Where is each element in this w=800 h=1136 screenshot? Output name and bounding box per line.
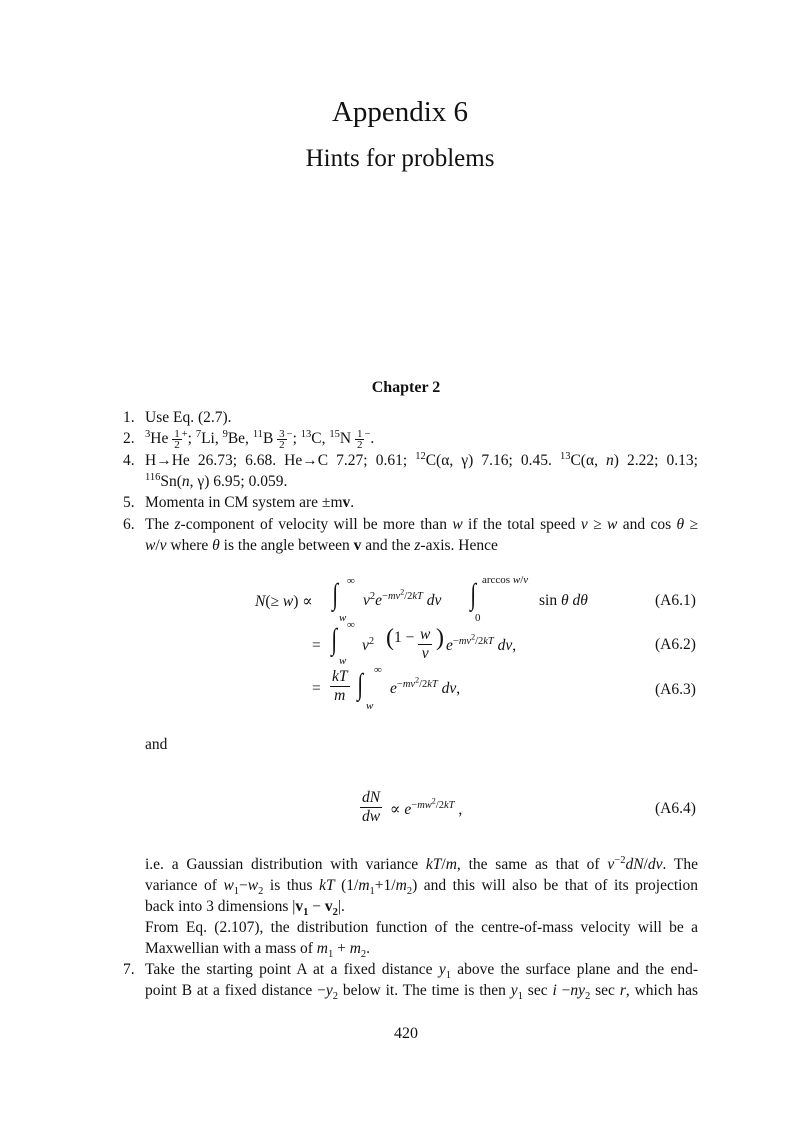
item-text: H→He 26.73; 6.68. He→C 7.27; 0.61; $^{12}$C(α, γ) 7.16; 0.45. $^{13}$C(α, n) 2.22; 0.13; $^{116}$Sn(n, γ) 6.95; 0.059. xyxy=(145,450,698,490)
item-text: $^3$He $\frac{1}{2}$ +; $^7$Li, $^9$Be, $^{11}$B $\frac{3}{2}$ −; $^{13}$C, $^{15}$N $\frac{1}{2}$ −. xyxy=(145,427,375,451)
item-text: The z-component of velocity will be more than w if the total speed v ≥ w and cos θ ≥ w/v where θ is the angle between v and the z-axis. Hence xyxy=(145,516,698,554)
chapter-heading: Chapter 2 xyxy=(371,379,441,396)
appendix-title: Appendix 6 xyxy=(331,96,469,128)
item-number: 2. xyxy=(123,430,135,447)
item-number: 4. xyxy=(123,452,135,469)
equation-number: (A6.2) xyxy=(655,636,696,653)
item-number: 1. xyxy=(123,409,135,426)
item-number: 7. xyxy=(123,961,135,978)
item-number: 6. xyxy=(123,516,135,533)
page-number: 420 xyxy=(394,1025,418,1042)
item-text: Momenta in CM system are ±mv. xyxy=(145,494,355,511)
item-text: Use Eq. (2.7). xyxy=(145,409,232,426)
item-number: 5. xyxy=(123,494,135,511)
item-text: Take the starting point A at a fixed distance $y_1$ above the surface plane and the end- point B at a fixed distance $-y_2$ below it. The time is then $y_1$ $\sec i -ny_2$ sec r, which has xyxy=(145,961,699,1003)
from-eq-line: From Eq. (2.107), the distribution function of the centre-of-mass velocity will be a xyxy=(145,919,698,936)
and-text: and xyxy=(145,736,168,753)
equation-number: (A6.4) xyxy=(655,800,696,817)
appendix-subtitle: Hints for problems xyxy=(305,145,495,172)
equation-number: (A6.3) xyxy=(655,681,696,698)
equation-number: (A6.1) xyxy=(655,592,696,609)
gaussian-paragraph: i.e. a Gaussian distribution with variance kT/m, the same as that of $v^{-2}dN/dv$. The variance of $w_1-w_2$ is thus kT $(1/m_1+1/m_2)$ and this will also be that of its projection back into 3 dimensions $|v_1 - v_2|$. From Eq. (2.107), the distribution function of the centre-of-mass velocity will be a Maxwellian with a mass of $m_1 + m_2$. xyxy=(145,854,698,961)
